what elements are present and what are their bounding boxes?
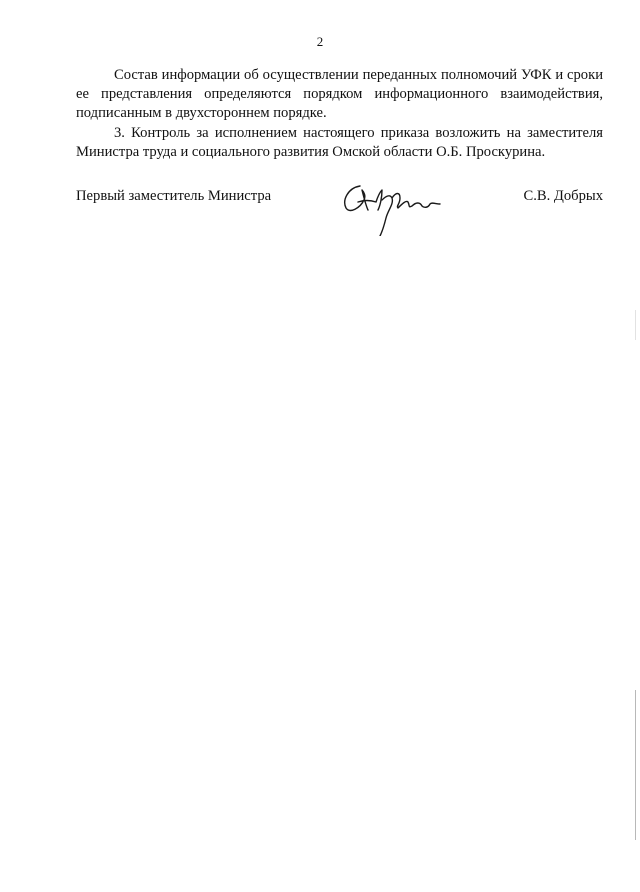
page-number: 2: [316, 34, 324, 49]
paragraph-control-clause: 3. Контроль за исполнением настоящего приказа возложить на заместителя Министра труда и социального развития Омской области О.Б. Проскурина.: [76, 125, 603, 160]
handwritten-signature: [338, 178, 448, 236]
document-body: [76, 66, 603, 162]
scan-edge-mark: [635, 310, 636, 340]
signer-title: Первый заместитель Министра: [76, 188, 272, 204]
scan-edge-mark: [635, 690, 636, 840]
paragraph-info-composition: Состав информации об осуществлении переданных полномочий УФК и сроки ее представления определяются порядком информационного взаимодействия, подписанным в двухстороннем порядке.: [76, 67, 603, 121]
signature-block: [76, 178, 603, 238]
signer-name: С.В. Добрых: [523, 188, 603, 204]
